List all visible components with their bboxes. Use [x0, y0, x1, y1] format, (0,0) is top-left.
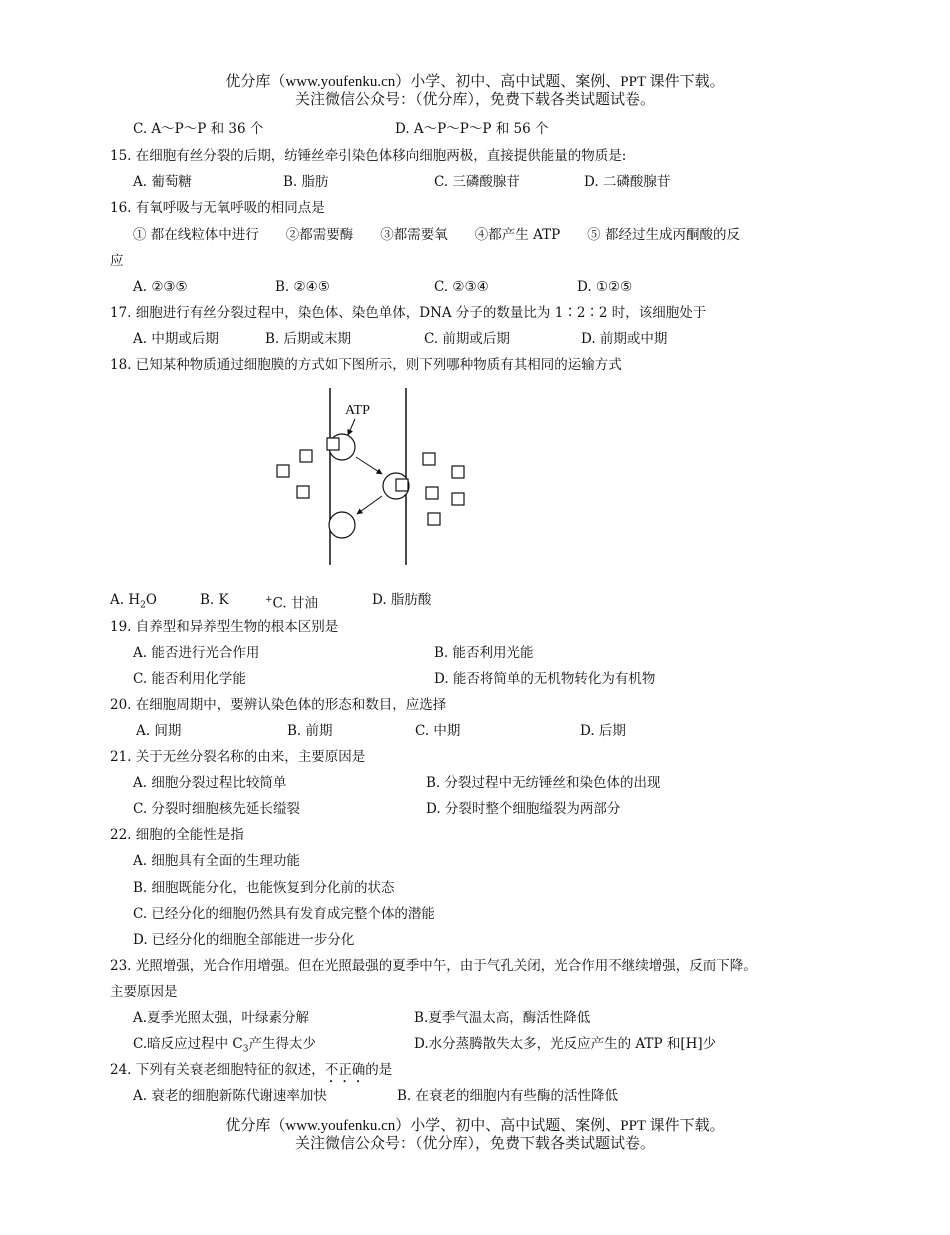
q18-option-d: D. 脂肪酸	[372, 592, 432, 608]
q20-stem: 20. 在细胞周期中，要辨认染色体的形态和数目，应选择	[110, 697, 447, 713]
header-line-2: 关注微信公众号：（优分库），免费下载各类试题试卷。	[294, 92, 655, 108]
q20-option-d: D. 后期	[580, 723, 626, 739]
q17-option-d: D. 前期或中期	[581, 331, 668, 347]
q15-option-c: C. 三磷酸腺苷	[434, 174, 520, 190]
page-footer	[0, 1117, 950, 1153]
q17-option-b: B. 后期或末期	[265, 331, 352, 347]
q23-continuation: 主要原因是	[110, 984, 178, 1000]
q24-option-a: A. 衰老的细胞新陈代谢速率加快	[133, 1088, 327, 1104]
molecule-on-carrier-right	[396, 479, 408, 491]
q18-option-c: +C. 甘油	[265, 595, 318, 612]
q15-option-d: D. 二磷酸腺苷	[584, 174, 671, 190]
molecule-inside	[452, 493, 464, 505]
q21-option-b: B. 分裂过程中无纺锤丝和染色体的出现	[426, 775, 661, 791]
molecule-inside	[428, 513, 440, 525]
q21-option-a: A. 细胞分裂过程比较简单	[133, 775, 287, 791]
carrier-protein-bottom	[329, 512, 355, 538]
emphasized-text: 不正确	[324, 1062, 366, 1078]
molecule-outside	[297, 486, 309, 498]
q16-items: ① 都在线粒体中进行 ②都需要酶 ③都需要氧 ④都产生 ATP ⑤ 都经过生成丙酮酸的反	[133, 227, 740, 243]
molecule-inside	[423, 453, 435, 465]
q23-option-a: A.夏季光照太强，叶绿素分解	[133, 1010, 310, 1026]
page-header	[0, 73, 950, 109]
q15-option-b: B. 脂肪	[283, 174, 329, 190]
q24-option-b: B. 在衰老的细胞内有些酶的活性降低	[397, 1088, 619, 1104]
q16-option-c: C. ②③④	[434, 279, 489, 295]
q23-option-c: C.暗反应过程中 $C_3$产生得太少	[133, 1036, 316, 1055]
atp-arrow	[348, 419, 355, 435]
q16-stem: 16. 有氧呼吸与无氧呼吸的相同点是	[110, 200, 325, 216]
q20-option-a: A. 间期	[136, 723, 182, 739]
q20-option-b: B. 前期	[287, 723, 333, 739]
q18-option-b: B. K	[200, 592, 229, 608]
q22-option-d: D. 已经分化的细胞全部能进一步分化	[133, 932, 355, 948]
q15-stem: 15. 在细胞有丝分裂的后期，纺锤丝牵引染色体移向细胞两极，直接提供能量的物质是:	[110, 148, 627, 164]
q21-option-d: D. 分裂时整个细胞缢裂为两部分	[426, 801, 621, 817]
q22-option-b: B. 细胞既能分化，也能恢复到分化前的状态	[133, 880, 395, 896]
q22-option-a: A. 细胞具有全面的生理功能	[133, 853, 300, 869]
q16-option-b: B. ②④⑤	[275, 279, 330, 295]
q17-option-a: A. 中期或后期	[133, 331, 219, 347]
q16-continuation: 应	[110, 253, 124, 269]
q19-option-a: A. 能否进行光合作用	[133, 645, 260, 661]
q19-option-c: C. 能否利用化学能	[133, 671, 246, 687]
footer-line-1: 优分库（www.youfenku.cn）小学、初中、高中试题、案例、PPT 课件下载。	[225, 1118, 725, 1134]
q21-stem: 21. 关于无丝分裂名称的由来，主要原因是	[110, 749, 366, 765]
footer-line-2: 关注微信公众号：（优分库），免费下载各类试题试卷。	[294, 1136, 655, 1152]
molecule-outside	[300, 450, 312, 462]
q16-option-d: D. ①②⑤	[577, 279, 633, 295]
q23-stem: 23. 光照增强，光合作用增强。但在光照最强的夏季中午，由于气孔关闭，光合作用不继续增强，反而下降。	[110, 958, 757, 974]
molecule-on-carrier-top	[327, 438, 339, 450]
q17-option-c: C. 前期或后期	[424, 331, 510, 347]
q23-option-d: D.水分蒸腾散失太多，光反应产生的 ATP 和[H]少	[414, 1036, 717, 1052]
q20-option-c: C. 中期	[415, 723, 461, 739]
q19-stem: 19. 自养型和异养型生物的根本区别是	[110, 619, 339, 635]
q17-stem: 17. 细胞进行有丝分裂过程中，染色体、染色单体，DNA 分子的数量比为 1∶2∶2 时，该细胞处于	[110, 305, 707, 321]
q14-option-c: C. A～P～P 和 36 个	[133, 121, 264, 137]
q18-stem: 18. 已知某种物质通过细胞膜的方式如下图所示，则下列哪种物质有其相同的运输方式	[110, 357, 622, 373]
q19-option-d: D. 能否将简单的无机物转化为有机物	[434, 671, 656, 687]
q22-option-c: C. 已经分化的细胞仍然具有发育成完整个体的潜能	[133, 906, 435, 922]
q23-option-b: B.夏季气温太高，酶活性降低	[414, 1010, 591, 1026]
header-line-1: 优分库（www.youfenku.cn）小学、初中、高中试题、案例、PPT 课件下载。	[225, 74, 725, 90]
atp-label: ATP	[345, 403, 370, 418]
q24-stem: 24. 下列有关衰老细胞特征的叙述，不正确的是	[110, 1062, 393, 1078]
q16-option-a: A. ②③⑤	[133, 279, 188, 295]
q19-option-b: B. 能否利用光能	[434, 645, 534, 661]
q22-stem: 22. 细胞的全能性是指	[110, 827, 244, 843]
q14-option-d: D. A～P～P～P 和 56 个	[395, 121, 549, 137]
arrow-to-bottom-carrier	[357, 496, 382, 514]
molecule-inside	[452, 466, 464, 478]
molecule-outside	[277, 465, 289, 477]
molecule-inside	[426, 487, 438, 499]
arrow-to-right-carrier	[356, 457, 382, 474]
q15-option-a: A. 葡萄糖	[133, 174, 192, 190]
q21-option-c: C. 分裂时细胞核先延长缢裂	[133, 801, 300, 817]
membrane-transport-diagram	[260, 383, 490, 569]
q18-option-a: A. $H_2O$	[110, 592, 157, 611]
